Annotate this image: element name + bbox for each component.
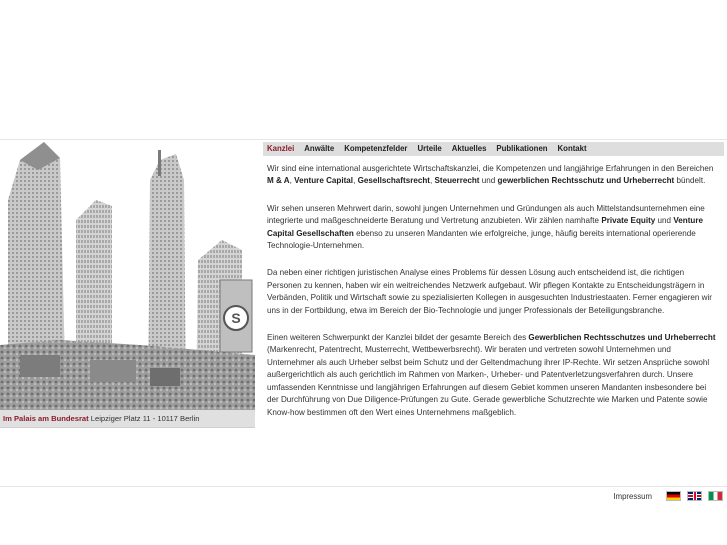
network-paragraph: Da neben einer richtigen juristischen Analyse eines Problems für dessen Lösung auch entscheidend ist, die richtigen Personen zu kennen, haben wir ein weitreichendes Netzwerk aufgebaut. Wir pflegen Kontakte zu Entscheidungsträgern in Verbänden, Politik und Wirtschaft sowie zu spezialisierten Kollegen in ausgesuchten Industriestaaten. Ferner engagieren wir uns in der Fortbildung, etwa im Bereich der Bio-Technologie und junger Professionals der Beteiligungsbranche. [267, 268, 712, 315]
office-location: Im Palais am Bundesrat [3, 414, 89, 423]
uk-flag-icon[interactable] [687, 491, 702, 501]
nav-item-kompetenzfelder[interactable]: Kompetenzfelder [344, 144, 408, 153]
office-address: Leipziger Platz 11 - 10117 Berlin [88, 414, 200, 423]
s-bahn-sign-letter: S [231, 310, 241, 326]
main-content [267, 163, 717, 434]
nav-item-urteile[interactable]: Urteile [417, 144, 442, 153]
nav-item-aktuelles[interactable]: Aktuelles [451, 144, 487, 153]
nav-item-kanzlei[interactable]: Kanzlei [267, 144, 295, 153]
bottom-divider [0, 486, 727, 487]
nav-item-publikationen[interactable]: Publikationen [496, 144, 548, 153]
footer [613, 491, 723, 501]
intro-paragraph: Wir sind eine international ausgerichtete Wirtschaftskanzlei, die Kompetenzen und langjährige Erfahrungen in den Bereichen M & A, Venture Capital, Gesellschaftsrecht, Steuerrecht und gewerblichen Rechtsschutz und Urheberrecht bündelt. [267, 164, 714, 186]
german-flag-icon[interactable] [666, 491, 681, 501]
nav-item-anwaelte[interactable]: Anwälte [304, 144, 335, 153]
ip-law-paragraph: Einen weiteren Schwerpunkt der Kanzlei bildet der gesamte Bereich des Gewerblichen Rechtsschutzes und Urheberrecht (Markenrecht, Patentrecht, Musterrecht, Wettbewerbsrecht). Wir beraten und vertreten sowohl Unternehmen und Unternehmer als auch Urheber selbst beim Schutz und der Geltendmachung ihrer IP-Rechte. Wir setzen Ansprüche sowohl außergerichtlich als auch gerichtlich im Rahmen von Marken-, Urheber- und Patentverletzungsverfahren durch. Unsere umfassenden Kenntnisse und langjährigen Erfahrungen auf diesem Gebiet kommen unseren Mandanten insbesondere bei der Durchführung von Due Diligence-Prüfungen zu Gute. Gerade gewerbliche Schutzrechte wie Marken und Patente sowie Know-how bestimmen oft den Wert eines Unternehmens maßgeblich. [267, 333, 716, 417]
italian-flag-icon[interactable] [708, 491, 723, 501]
impressum-link[interactable]: Impressum [613, 491, 652, 501]
main-navigation [263, 142, 724, 156]
header-photo-potsdamer-platz [0, 140, 255, 410]
nav-item-kontakt[interactable]: Kontakt [557, 144, 587, 153]
value-paragraph: Wir sehen unseren Mehrwert darin, sowohl jungen Unternehmen und Gründungen als auch Mittelstandsunternehmen eine integrierte und maßgeschneiderte Beratung und Vertretung anzubieten. Wir zählen namhafte Private Equity und Venture Capital Gesellschaften ebenso zu unseren Mandanten wie erfolgreiche, junge, häufig bereits international operierende Technologie-Unternehmen. [267, 203, 705, 251]
city-street-image [0, 140, 255, 410]
address-caption [0, 410, 255, 428]
